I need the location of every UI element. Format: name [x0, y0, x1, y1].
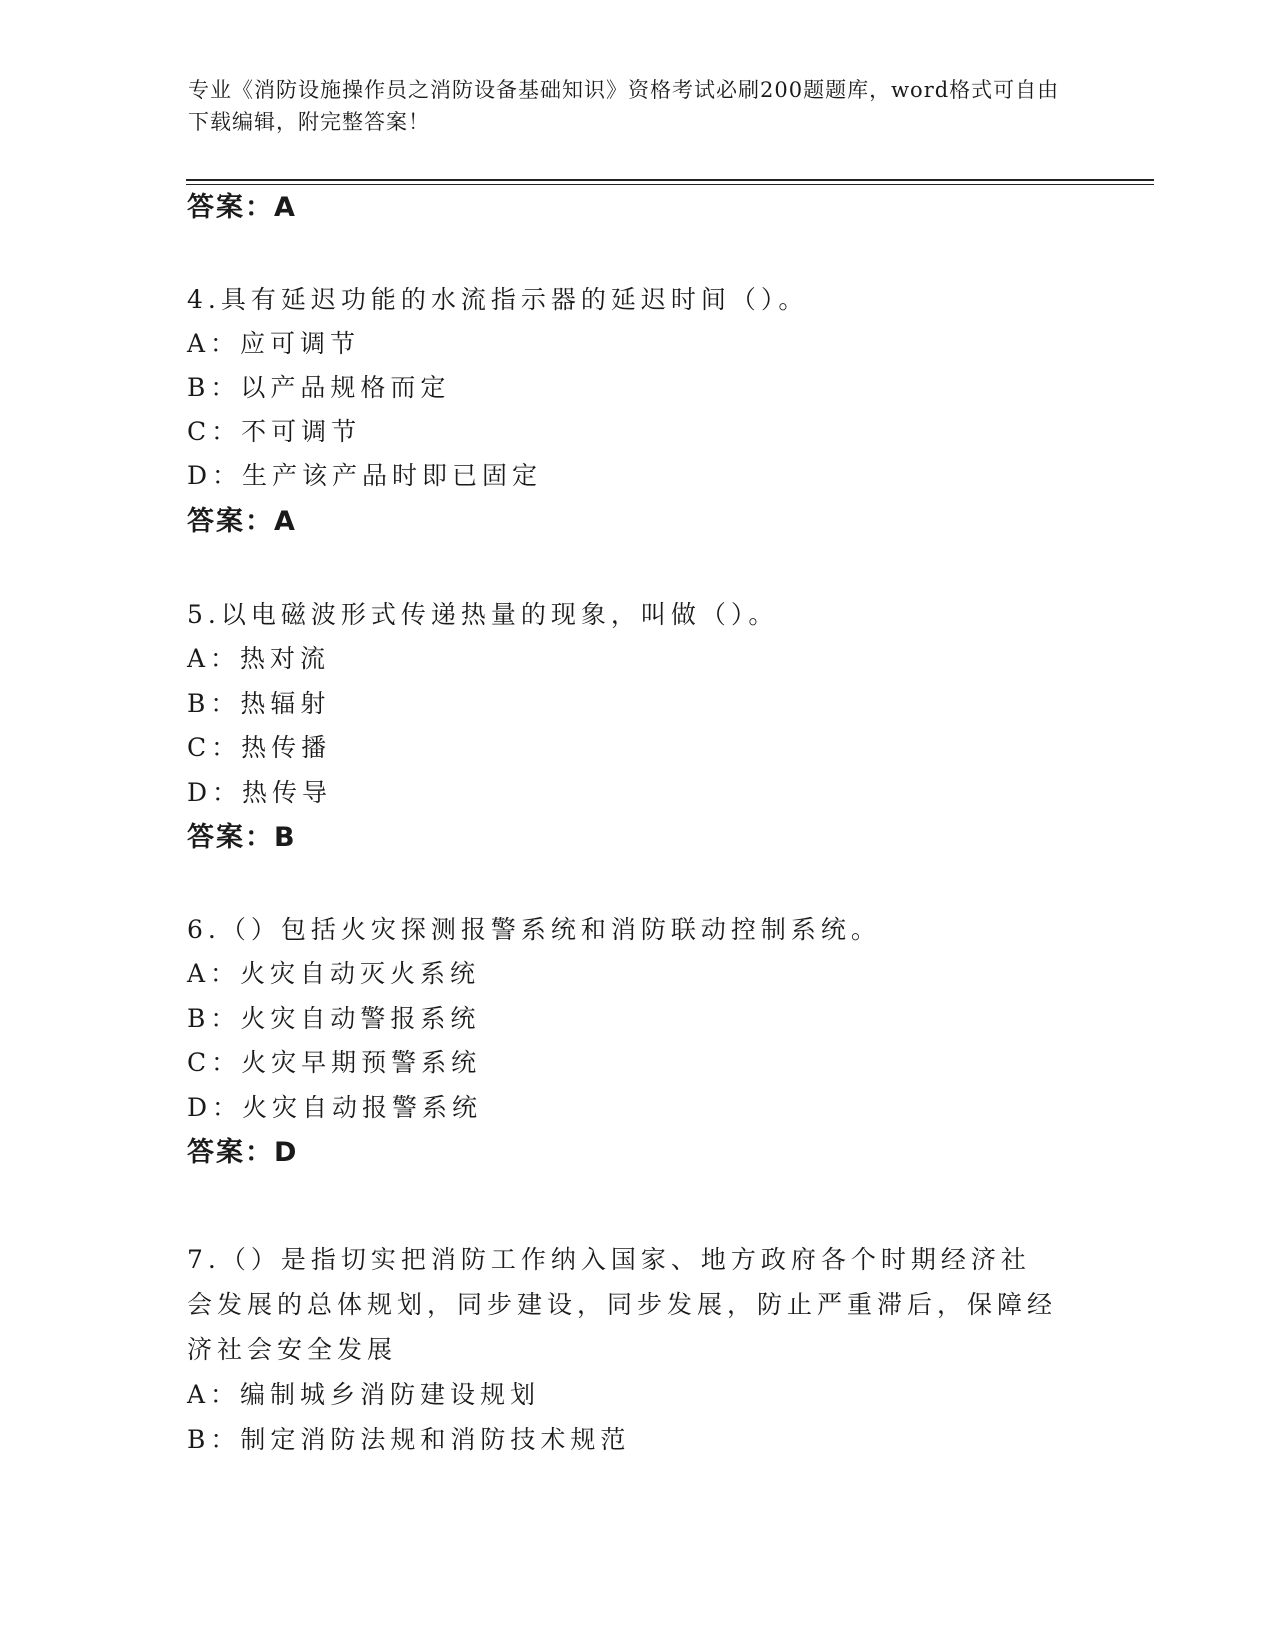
option-c: C：不可调节: [187, 417, 362, 446]
question-stem: 5.以电磁波形式传递热量的现象，叫做（）。: [187, 600, 779, 629]
option-c: C：火灾早期预警系统: [187, 1048, 482, 1077]
option-b: B：以产品规格而定: [187, 373, 451, 402]
option-b: B：热辐射: [187, 689, 331, 718]
option-b: B：制定消防法规和消防技术规范: [187, 1425, 631, 1454]
option-d: D：热传导: [187, 778, 333, 807]
answer-label: 答案：B: [187, 822, 297, 853]
question-stem: 4.具有延迟功能的水流指示器的延迟时间（）。: [187, 285, 809, 314]
option-d: D：火灾自动报警系统: [187, 1093, 483, 1122]
question-stem: 7.（）是指切实把消防工作纳入国家、地方政府各个时期经济社会发展的总体规划，同步建设，同步发展，防止严重滞后，保障经济社会安全发展: [187, 1245, 1058, 1364]
option-b: B：火灾自动警报系统: [187, 1004, 481, 1033]
option-c: C：热传播: [187, 733, 332, 762]
header-rule-thin: [186, 184, 1154, 185]
option-a: A：编制城乡消防建设规划: [187, 1380, 541, 1409]
answer-label: 答案：D: [187, 1137, 299, 1168]
answer-label: 答案：A: [187, 506, 297, 537]
option-a: A：火灾自动灭火系统: [187, 959, 481, 988]
question-stem: 6.（）包括火灾探测报警系统和消防联动控制系统。: [187, 915, 881, 944]
option-a: A：应可调节: [187, 329, 361, 358]
document-header: 专业《消防设施操作员之消防设备基础知识》资格考试必刷200题题库，word格式可自由下载编辑，附完整答案！: [188, 78, 1060, 134]
answer-label: 答案：A: [187, 192, 297, 223]
option-d: D：生产该产品时即已固定: [187, 461, 543, 490]
header-rule-thick: [186, 179, 1154, 181]
option-a: A：热对流: [187, 644, 331, 673]
